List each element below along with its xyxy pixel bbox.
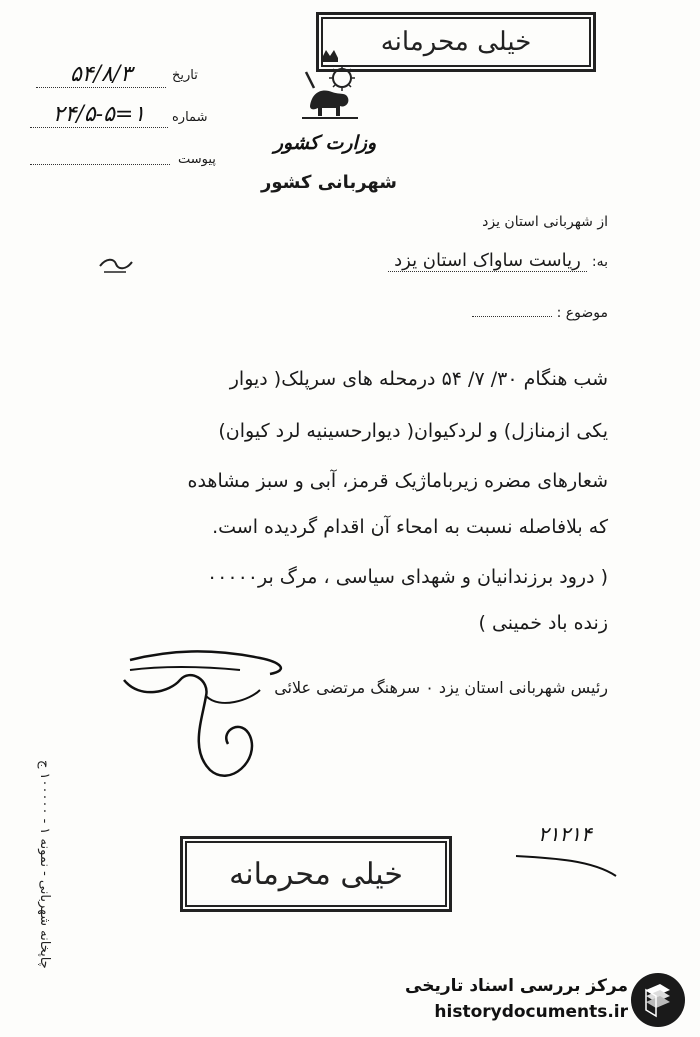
side-print-text: چاپخانه شهربانی - نمونه ۱ - ۱۰۰۰۰۰ ج [37,760,52,969]
department-title: شهربانی کشور [261,172,397,193]
classification-stamp-bottom [180,836,452,912]
body-line: شب هنگام ۳۰/ ۷/ ۵۴ درمحله های سرپلک( دیوار [229,368,608,390]
handwritten-initial [96,252,136,278]
number-field [30,102,220,130]
date-value: ۵۴/۸/۳ [36,62,166,88]
body-line: ( درود برزندانیان و شهدای سیاسی ، مرگ بر۰۰۰۰۰ [206,566,608,588]
to-label: به: [591,254,608,270]
classification-stamp-top-text: خیلی محرمانه [321,17,591,67]
subject-line [472,302,608,321]
body-line: زنده باد خمینی ) [478,612,608,634]
side-print [30,760,58,1030]
attachment-field [30,148,220,172]
classification-stamp-bottom-text: خیلی محرمانه [185,841,447,907]
to-line [388,250,608,271]
document-archive-logo-icon [630,972,686,1028]
signer-line: رئیس شهربانی استان یزد ۰ سرهنگ مرتضی علائی [274,678,608,697]
number-label: شماره [172,110,208,125]
subject-label: موضوع : [556,305,608,321]
to-value: ریاست ساواک استان یزد [388,250,587,272]
date-field [36,62,216,88]
lion-and-sun-emblem-icon [300,48,360,124]
body-line: شعارهای مضره زیرباماژیک قرمز، آبی و سبز مشاهده [187,470,608,492]
handwritten-signature [110,640,330,790]
ministry-title: وزارت کشور [273,132,377,154]
number-value: ۱=۲۴/۵-۵ [30,102,168,128]
attachment-label: پیوست [178,152,216,167]
body-line: یکی ازمنازل) و لردکیوان( دیوارحسینیه لرد کیوان) [218,420,608,442]
date-label: تاریخ [172,68,198,83]
attachment-blank [30,148,170,165]
body-line: که بلافاصله نسبت به امحاء آن اقدام گردیده است. [212,516,608,538]
watermark-site: historydocuments.ir [434,1002,628,1022]
handwritten-arrow [512,846,622,882]
handwritten-number: ۲۱۲۱۴ [538,822,592,846]
from-line: از شهربانی استان یزد [482,214,608,230]
subject-blank [472,304,552,317]
watermark-name: مرکز بررسی اسناد تاریخی [405,976,628,996]
